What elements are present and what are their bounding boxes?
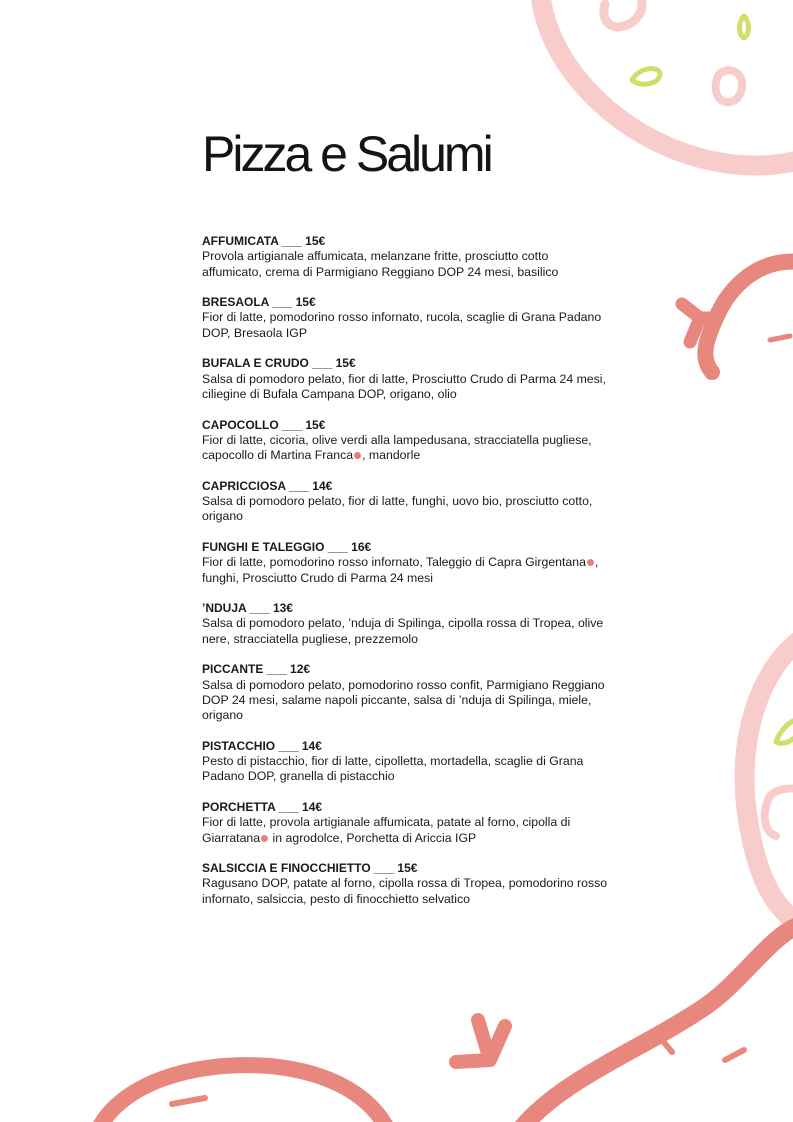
menu-item-text: Giarratana: [202, 830, 261, 845]
bottom-salmon-dash-1: [662, 1040, 672, 1052]
menu-item-description: origano: [202, 708, 244, 723]
menu-item-description: DOP 24 mesi, salame napoli piccante, salsa di ’nduja di Spilinga, miele,: [202, 692, 592, 707]
menu-item-price: 15€: [305, 417, 326, 432]
menu-item-description: Padano DOP, granella di pistacchio: [202, 769, 395, 784]
menu-item-name: CAPOCOLLO: [202, 417, 279, 432]
menu-item-price: 14€: [302, 799, 323, 814]
menu-item-description: Fior di latte, provola artigianale affumicata, patate al forno, cipolla di: [202, 815, 571, 830]
menu-item-header: PORCHETTA ___ 14€: [202, 799, 323, 814]
menu-item-name: PORCHETTA: [202, 799, 276, 814]
right-pink-ring-doodle: [765, 788, 793, 836]
menu-item-price: 13€: [272, 601, 293, 616]
menu-item-price: 12€: [290, 662, 311, 677]
top-pink-ring-doodle: [716, 70, 743, 102]
bottom-salmon-pepper-doodle: [520, 925, 793, 1122]
menu-item-description: Provola artigianale affumicata, melanzane fritte, prosciutto cotto: [202, 249, 549, 264]
menu-item-text: in agrodolce, Porchetta di Ariccia IGP: [269, 830, 477, 845]
menu-item-price: 15€: [335, 356, 356, 371]
menu-item-text: Fior di latte, pomodorino rosso infornato, Taleggio di Capra Girgentana: [202, 555, 586, 570]
menu-item-header: AFFUMICATA ___ 15€: [202, 234, 326, 248]
menu-item-pistacchio: [202, 739, 652, 785]
pink-dot-icon: [354, 452, 361, 459]
menu-item-description: [202, 831, 652, 846]
menu-item-header: BUFALA E CRUDO ___ 15€: [202, 356, 356, 371]
menu-item-porchetta: [202, 800, 652, 846]
page-title: Pizza e Salumi: [202, 126, 491, 182]
menu-item-header: CAPRICCIOSA ___ 14€: [202, 478, 333, 493]
menu-item-description: Fior di latte, pomodorino rosso infornato, rucola, scaglie di Grana Padano: [202, 310, 602, 325]
menu-item-name: BUFALA E CRUDO: [202, 356, 309, 371]
menu-item-description: Salsa di pomodoro pelato, fior di latte, funghi, uovo bio, prosciutto cotto,: [202, 494, 593, 509]
menu-item-description: affumicato, crema di Parmigiano Reggiano DOP 24 mesi, basilico: [202, 264, 559, 279]
menu-item-piccante: [202, 662, 652, 723]
menu-item-description: infornato, salsiccia, pesto di finocchietto selvatico: [202, 891, 470, 906]
menu-item-header: CAPOCOLLO ___ 15€: [202, 417, 326, 432]
menu-item-affumicata: [202, 234, 652, 280]
menu-item-header: ’NDUJA ___ 13€: [202, 601, 293, 616]
menu-item-name: BRESAOLA: [202, 295, 269, 310]
menu-item-bresaola: [202, 295, 652, 341]
menu-item-price: 14€: [312, 478, 333, 493]
menu-item-name: SALSICCIA E FINOCCHIETTO: [202, 861, 371, 876]
menu-item-capricciosa: [202, 479, 652, 525]
menu-item-header: FUNGHI E TALEGGIO ___ 16€: [202, 539, 372, 554]
menu-item-description: Salsa di pomodoro pelato, fior di latte, Prosciutto Crudo di Parma 24 mesi,: [202, 371, 606, 386]
menu-item-bufala-e-crudo: [202, 356, 652, 402]
right-salmon-pepper-doodle: [705, 262, 793, 372]
menu-item-description: Salsa di pomodoro pelato, pomodorino rosso confit, Parmigiano Reggiano: [202, 677, 605, 692]
lime-seed-doodle-3: [776, 720, 793, 743]
menu-item-name: FUNGHI E TALEGGIO: [202, 539, 325, 554]
menu-item-funghi-e-taleggio: [202, 540, 652, 586]
bottom-left-salmon-doodle: [98, 1065, 388, 1122]
menu-item-price: 15€: [397, 861, 418, 876]
menu-item-description: funghi, Prosciutto Crudo di Parma 24 mesi: [202, 570, 434, 585]
top-pink-tomato-doodle: [540, 0, 793, 165]
menu-item-header: SALSICCIA E FINOCCHIETTO ___ 15€: [202, 861, 418, 876]
menu-item-price: 16€: [351, 539, 372, 554]
menu-item-price: 15€: [295, 295, 316, 310]
top-pink-loop-doodle: [604, 0, 642, 27]
menu-item-text: ,: [594, 555, 599, 570]
pink-dot-icon: [261, 835, 268, 842]
menu-item-description: [202, 555, 652, 570]
menu-list: [202, 234, 652, 922]
menu-item-name: AFFUMICATA: [202, 234, 279, 248]
pink-dot-icon: [587, 559, 594, 566]
right-salmon-stem-doodle: [682, 304, 716, 342]
menu-item-capocollo: [202, 418, 652, 464]
menu-item-header: PICCANTE ___ 12€: [202, 662, 311, 677]
lime-seed-doodle-2: [740, 16, 749, 38]
right-pink-tomato-doodle: [745, 640, 793, 925]
bottom-left-salmon-dash: [172, 1098, 205, 1104]
menu-item-description: Salsa di pomodoro pelato, ’nduja di Spilinga, cipolla rossa di Tropea, olive: [202, 616, 604, 631]
menu-item-name: PISTACCHIO: [202, 738, 276, 753]
bottom-salmon-dash-2: [725, 1050, 744, 1060]
menu-item-price: 14€: [301, 738, 322, 753]
menu-item-name: ’NDUJA: [202, 601, 247, 616]
menu-item-header: BRESAOLA ___ 15€: [202, 295, 316, 310]
bottom-salmon-stem-doodle: [456, 1020, 505, 1062]
menu-item-text: , mandorle: [362, 448, 421, 463]
menu-item-description: DOP, Bresaola IGP: [202, 325, 308, 340]
menu-item-description: [202, 448, 652, 463]
menu-item-header: PISTACCHIO ___ 14€: [202, 738, 322, 753]
menu-item-description: Fior di latte, cicoria, olive verdi alla lampedusana, stracciatella pugliese,: [202, 432, 592, 447]
menu-item-description: Pesto di pistacchio, fior di latte, cipolletta, mortadella, scaglie di Grana: [202, 754, 584, 769]
menu-item-nduja: [202, 601, 652, 647]
lime-seed-doodle: [632, 69, 660, 85]
right-salmon-dash: [770, 336, 790, 340]
menu-item-description: Ragusano DOP, patate al forno, cipolla rossa di Tropea, pomodorino rosso: [202, 876, 608, 891]
menu-item-description: nere, stracciatella pugliese, prezzemolo: [202, 631, 418, 646]
menu-item-salsiccia-e-finocchietto: [202, 861, 652, 907]
menu-item-description: ciliegine di Bufala Campana DOP, origano, olio: [202, 386, 457, 401]
menu-item-description: origano: [202, 509, 244, 524]
menu-item-text: capocollo di Martina Franca: [202, 448, 354, 463]
menu-item-price: 15€: [305, 234, 326, 248]
menu-item-name: PICCANTE: [202, 662, 264, 677]
menu-item-name: CAPRICCIOSA: [202, 478, 286, 493]
